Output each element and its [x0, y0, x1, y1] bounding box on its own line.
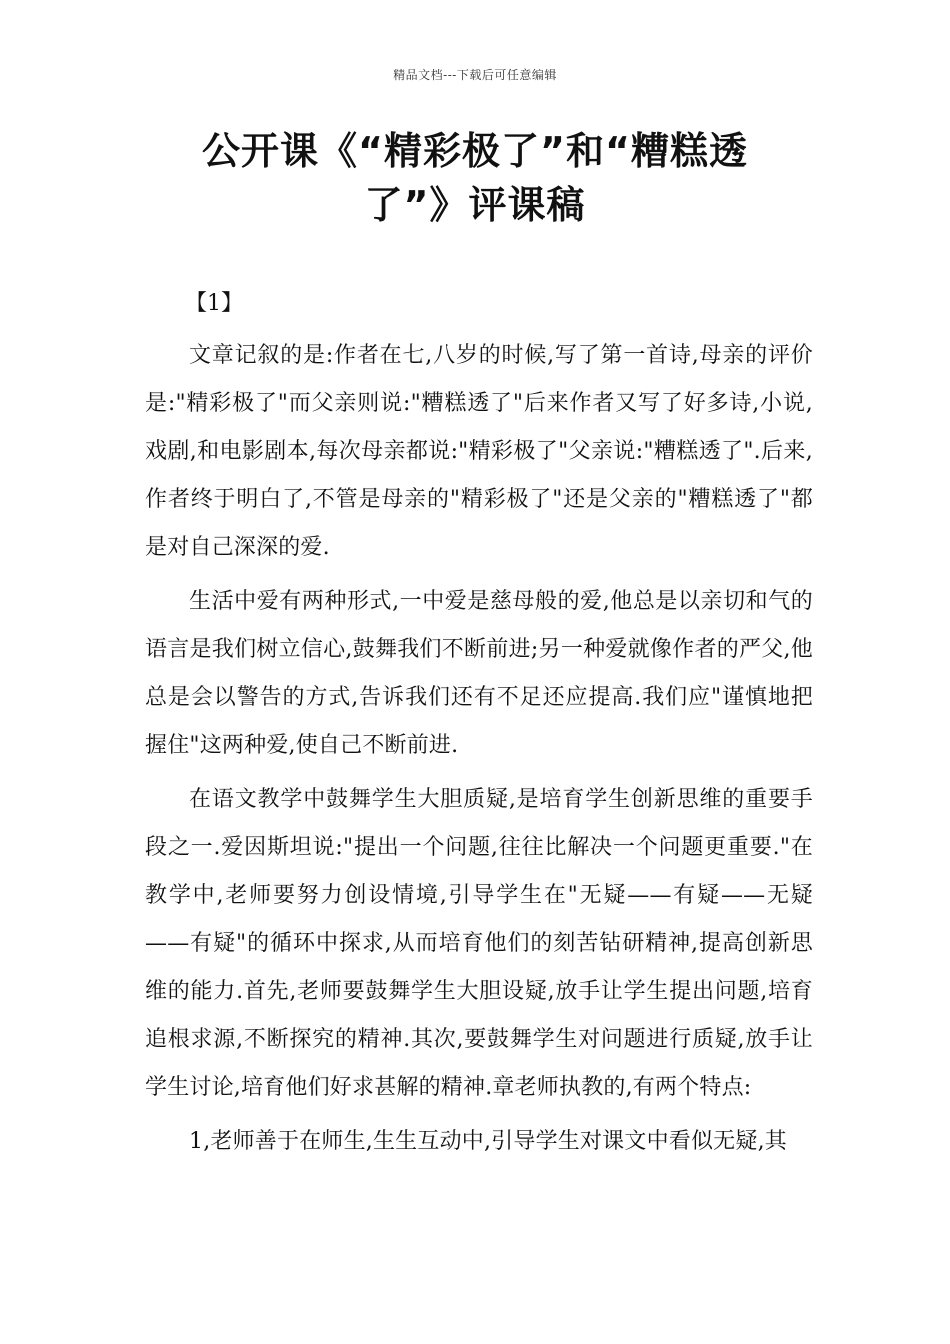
paragraph-2: 生活中爱有两种形式,一中爱是慈母般的爱,他总是以亲切和气的语言是我们树立信心,鼓舞我们不断前进;另一种爱就像作者的严父,他总是会以警告的方式,告诉我们还有不足还应提高.我们应"谨慎地把握住"这两种爱,使自己不断前进.: [145, 589, 813, 758]
title-line-1: 公开课《“精彩极了”和“糟糕透: [202, 129, 748, 173]
header-note: 精品文档---下载后可任意编辑: [393, 68, 557, 82]
title-line-2: 了”》评课稿: [364, 183, 586, 227]
page-title: [160, 124, 790, 232]
document-body: [145, 282, 813, 1172]
paragraph-4: 1,老师善于在师生,生生互动中,引导学生对课文中看似无疑,其: [189, 1129, 787, 1154]
section-marker: 【1】: [185, 291, 243, 316]
paragraph-3: 在语文教学中鼓舞学生大胆质疑,是培育学生创新思维的重要手段之一.爱因斯坦说:"提出一个问题,往往比解决一个问题更重要."在教学中,老师要努力创设情境,引导学生在"无疑——有疑——无疑——有疑"的循环中探求,从而培育他们的刻苦钻研精神,提高创新思维的能力.首先,老师要鼓舞学生大胆设疑,放手让学生提出问题,培育追根求源,不断探究的精神.其次,要鼓舞学生对问题进行质疑,放手让学生讨论,培育他们好求甚解的精神.章老师执教的,有两个特点:: [145, 787, 813, 1100]
paragraph-1: 文章记叙的是:作者在七,八岁的时候,写了第一首诗,母亲的评价是:"精彩极了"而父亲则说:"糟糕透了"后来作者又写了好多诗,小说,戏剧,和电影剧本,每次母亲都说:"精彩极了"父亲说:"糟糕透了".后来,作者终于明白了,不管是母亲的"精彩极了"还是父亲的"糟糕透了"都是对自己深深的爱.: [145, 343, 813, 560]
